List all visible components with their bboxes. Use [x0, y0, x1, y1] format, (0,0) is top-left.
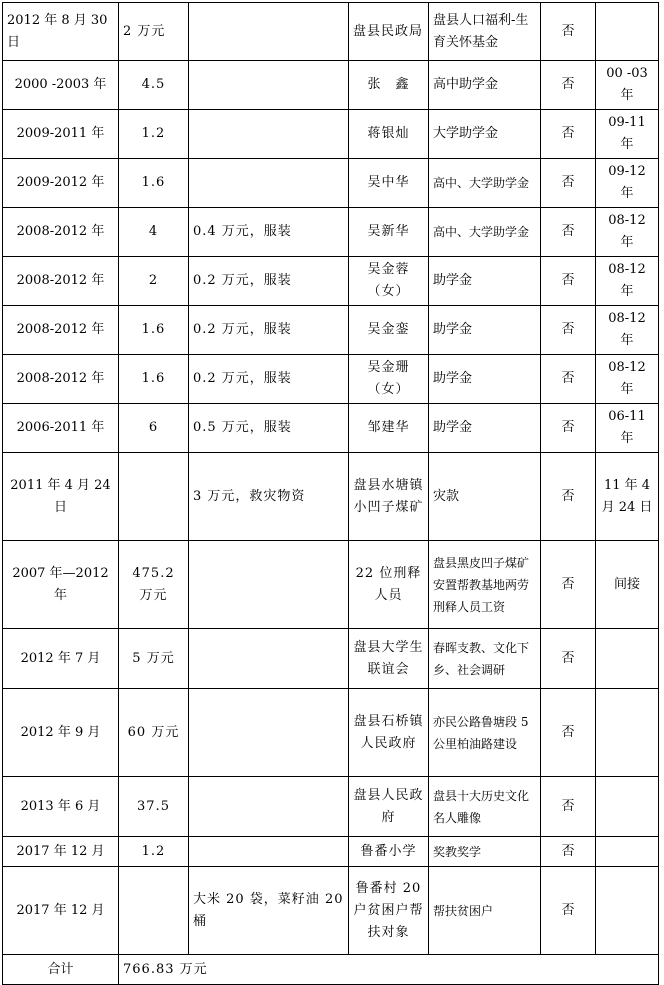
table-row — [3, 689, 659, 777]
flag-cell: 否 — [541, 689, 596, 777]
use-cell: 灾款 — [429, 453, 541, 541]
donor-cell: 邹建华 — [349, 404, 429, 453]
note-cell: 06-11 年 — [596, 404, 659, 453]
goods-cell — [189, 689, 349, 777]
goods-cell: 大米 20 袋，菜籽油 20 桶 — [189, 867, 349, 955]
date-cell: 2008-2012 年 — [3, 257, 119, 306]
amount-cell: 37.5 — [119, 777, 189, 837]
table-row — [3, 541, 659, 629]
use-cell: 高中、大学助学金 — [429, 159, 541, 208]
table-row — [3, 837, 659, 867]
flag-cell: 否 — [541, 159, 596, 208]
table-row — [3, 867, 659, 955]
amount-cell — [119, 453, 189, 541]
flag-cell: 否 — [541, 3, 596, 61]
date-cell: 2008-2012 年 — [3, 355, 119, 404]
amount-cell: 1.6 — [119, 306, 189, 355]
table-row — [3, 3, 659, 61]
donor-cell: 盘县石桥镇人民政府 — [349, 689, 429, 777]
donor-cell: 吴中华 — [349, 159, 429, 208]
use-cell: 高中、大学助学金 — [429, 208, 541, 257]
amount-cell: 1.2 — [119, 837, 189, 867]
goods-cell — [189, 629, 349, 689]
table-row — [3, 208, 659, 257]
table-row — [3, 257, 659, 306]
donor-cell: 盘县人民政府 — [349, 777, 429, 837]
date-cell: 2012 年 9 月 — [3, 689, 119, 777]
donor-cell: 张 鑫 — [349, 61, 429, 110]
goods-cell: 0.2 万元，服装 — [189, 257, 349, 306]
date-cell: 2013 年 6 月 — [3, 777, 119, 837]
flag-cell: 否 — [541, 867, 596, 955]
donor-cell: 盘县水塘镇小凹子煤矿 — [349, 453, 429, 541]
amount-cell: 2 万元 — [119, 3, 189, 61]
note-cell: 08-12 年 — [596, 355, 659, 404]
amount-cell — [119, 867, 189, 955]
table-row — [3, 629, 659, 689]
date-cell: 2007 年—2012 年 — [3, 541, 119, 629]
donor-cell: 盘县大学生联谊会 — [349, 629, 429, 689]
note-cell: 09-11 年 — [596, 110, 659, 159]
note-cell: 09-12 年 — [596, 159, 659, 208]
goods-cell: 0.5 万元，服装 — [189, 404, 349, 453]
donation-table — [2, 2, 659, 985]
flag-cell: 否 — [541, 453, 596, 541]
donor-cell: 吴金珊（女） — [349, 355, 429, 404]
note-cell — [596, 867, 659, 955]
flag-cell: 否 — [541, 541, 596, 629]
donor-cell: 吴金銮 — [349, 306, 429, 355]
use-cell: 助学金 — [429, 404, 541, 453]
note-cell — [596, 689, 659, 777]
note-cell — [596, 777, 659, 837]
table-row — [3, 404, 659, 453]
date-cell: 2008-2012 年 — [3, 306, 119, 355]
date-cell: 2006-2011 年 — [3, 404, 119, 453]
date-cell: 2017 年 12 月 — [3, 837, 119, 867]
flag-cell: 否 — [541, 306, 596, 355]
date-cell: 2012 年 7 月 — [3, 629, 119, 689]
goods-cell: 0.4 万元，服装 — [189, 208, 349, 257]
flag-cell: 否 — [541, 404, 596, 453]
date-cell: 2012 年 8 月 30 日 — [3, 3, 119, 61]
note-cell — [596, 3, 659, 61]
goods-cell — [189, 3, 349, 61]
amount-cell: 60 万元 — [119, 689, 189, 777]
use-cell: 高中助学金 — [429, 61, 541, 110]
use-cell: 助学金 — [429, 306, 541, 355]
flag-cell: 否 — [541, 208, 596, 257]
flag-cell: 否 — [541, 837, 596, 867]
date-cell: 2011 年 4 月 24 日 — [3, 453, 119, 541]
total-label: 合计 — [3, 955, 119, 985]
note-cell: 08-12 年 — [596, 306, 659, 355]
table-row — [3, 110, 659, 159]
use-cell: 帮扶贫困户 — [429, 867, 541, 955]
total-row — [3, 955, 659, 985]
flag-cell: 否 — [541, 257, 596, 306]
note-cell: 00 -03 年 — [596, 61, 659, 110]
donor-cell: 吴金蓉（女） — [349, 257, 429, 306]
donor-cell: 吴新华 — [349, 208, 429, 257]
date-cell: 2000 -2003 年 — [3, 61, 119, 110]
total-value: 766.83 万元 — [119, 955, 659, 985]
table-row — [3, 306, 659, 355]
goods-cell — [189, 837, 349, 867]
use-cell: 助学金 — [429, 355, 541, 404]
table-row — [3, 453, 659, 541]
goods-cell: 0.2 万元，服装 — [189, 306, 349, 355]
date-cell: 2008-2012 年 — [3, 208, 119, 257]
use-cell: 大学助学金 — [429, 110, 541, 159]
amount-cell: 1.6 — [119, 159, 189, 208]
goods-cell — [189, 110, 349, 159]
table-row — [3, 61, 659, 110]
amount-cell: 4.5 — [119, 61, 189, 110]
note-cell — [596, 837, 659, 867]
amount-cell: 1.6 — [119, 355, 189, 404]
note-cell: 08-12 年 — [596, 257, 659, 306]
flag-cell: 否 — [541, 777, 596, 837]
flag-cell: 否 — [541, 110, 596, 159]
amount-cell: 6 — [119, 404, 189, 453]
donor-cell: 22 位刑释人员 — [349, 541, 429, 629]
amount-cell: 5 万元 — [119, 629, 189, 689]
use-cell: 助学金 — [429, 257, 541, 306]
amount-cell: 475.2 万元 — [119, 541, 189, 629]
goods-cell: 3 万元，救灾物资 — [189, 453, 349, 541]
table-row — [3, 777, 659, 837]
donor-cell: 蒋银灿 — [349, 110, 429, 159]
goods-cell — [189, 159, 349, 208]
goods-cell — [189, 777, 349, 837]
date-cell: 2009-2011 年 — [3, 110, 119, 159]
note-cell: 间接 — [596, 541, 659, 629]
use-cell: 盘县人口福利-生育关怀基金 — [429, 3, 541, 61]
amount-cell: 2 — [119, 257, 189, 306]
note-cell: 11 年 4 月 24 日 — [596, 453, 659, 541]
donor-cell: 盘县民政局 — [349, 3, 429, 61]
note-cell: 08-12 年 — [596, 208, 659, 257]
use-cell: 亦民公路鲁塘段 5 公里柏油路建设 — [429, 689, 541, 777]
use-cell: 盘县十大历史文化名人雕像 — [429, 777, 541, 837]
goods-cell: 0.2 万元，服装 — [189, 355, 349, 404]
goods-cell — [189, 61, 349, 110]
donor-cell: 鲁番村 20 户贫困户帮扶对象 — [349, 867, 429, 955]
flag-cell: 否 — [541, 629, 596, 689]
goods-cell — [189, 541, 349, 629]
use-cell: 春晖支教、文化下乡、社会调研 — [429, 629, 541, 689]
date-cell: 2009-2012 年 — [3, 159, 119, 208]
flag-cell: 否 — [541, 61, 596, 110]
amount-cell: 4 — [119, 208, 189, 257]
note-cell — [596, 629, 659, 689]
use-cell: 盘县黑皮凹子煤矿安置帮教基地两劳刑释人员工资 — [429, 541, 541, 629]
use-cell: 奖教奖学 — [429, 837, 541, 867]
flag-cell: 否 — [541, 355, 596, 404]
donor-cell: 鲁番小学 — [349, 837, 429, 867]
table-row — [3, 355, 659, 404]
amount-cell: 1.2 — [119, 110, 189, 159]
date-cell: 2017 年 12 月 — [3, 867, 119, 955]
table-row — [3, 159, 659, 208]
